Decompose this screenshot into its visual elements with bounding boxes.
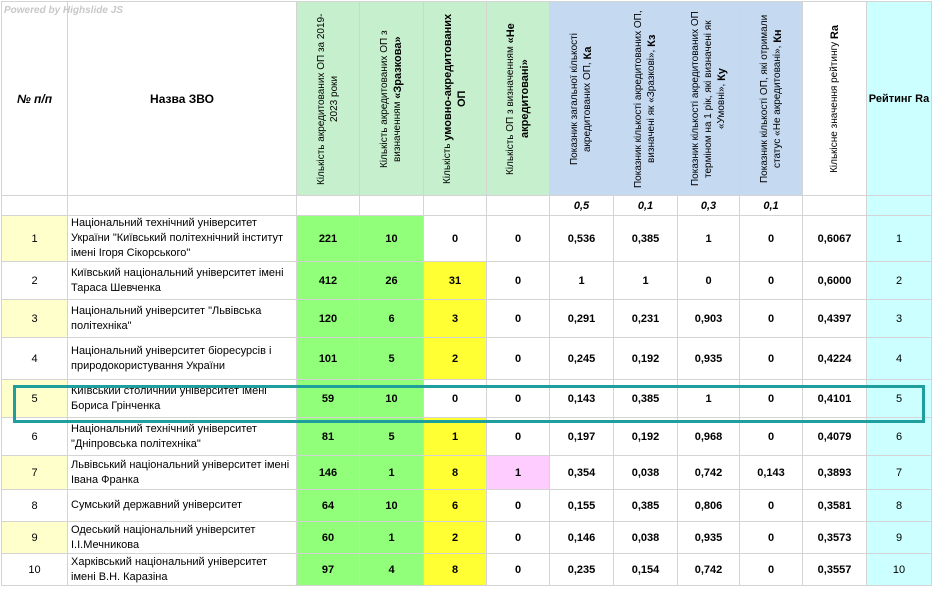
- row-number: 4: [2, 338, 68, 380]
- header-exemplary: Кількість акредитованих ОП з визначенням «Зразкова»: [360, 2, 424, 196]
- kn-value: 0: [740, 554, 803, 586]
- ka-value: 0,536: [550, 216, 614, 262]
- university-name: Одеський національний університет І.І.Мечникова: [68, 522, 297, 554]
- university-name: Національний технічний університет України "Київський політехнічний інститут імені Ігоря Сікорського": [68, 216, 297, 262]
- rank-value: 1: [867, 216, 932, 262]
- table-row: [2, 262, 932, 300]
- university-name: Львівський національний університет імені Івана Франка: [68, 456, 297, 490]
- kz-value: 0,038: [614, 456, 678, 490]
- conditional-count: 2: [424, 338, 487, 380]
- weight-ku: 0,3: [678, 196, 740, 216]
- header-accredited: Кількість акредитованих ОП за 2019-2023 роки: [297, 2, 360, 196]
- ra-value: 0,4101: [803, 380, 867, 418]
- row-number: 2: [2, 262, 68, 300]
- kn-value: 0: [740, 490, 803, 522]
- exemplary-count: 10: [360, 380, 424, 418]
- table-row: [2, 216, 932, 262]
- table-row: [2, 300, 932, 338]
- conditional-count: 1: [424, 418, 487, 456]
- kn-value: 0: [740, 262, 803, 300]
- header-kz: Показник кількості акредитованих ОП, визначені як «Зразкові», Кз: [614, 2, 678, 196]
- conditional-count: 6: [424, 490, 487, 522]
- ra-value: 0,3573: [803, 522, 867, 554]
- not-accredited-count: 0: [487, 522, 550, 554]
- conditional-count: 31: [424, 262, 487, 300]
- kn-value: 0,143: [740, 456, 803, 490]
- header-ku: Показник кількості акредитованих ОП терміном на 1 рік, які визначені як «Умовні», Ку: [678, 2, 740, 196]
- ra-value: 0,3893: [803, 456, 867, 490]
- not-accredited-count: 0: [487, 216, 550, 262]
- university-name: Національний університет "Львівська політехніка": [68, 300, 297, 338]
- conditional-count: 3: [424, 300, 487, 338]
- university-name: Київський столичний університет імені Бориса Грінченка: [68, 380, 297, 418]
- ku-value: 0,968: [678, 418, 740, 456]
- accredited-count: 59: [297, 380, 360, 418]
- weights-row: [2, 196, 932, 216]
- ka-value: 0,146: [550, 522, 614, 554]
- kz-value: 0,231: [614, 300, 678, 338]
- exemplary-count: 5: [360, 418, 424, 456]
- kn-value: 0: [740, 216, 803, 262]
- accredited-count: 81: [297, 418, 360, 456]
- header-row: [2, 2, 932, 196]
- row-number: 8: [2, 490, 68, 522]
- header-ra-value: Кількісне значення рейтингу Ra: [803, 2, 867, 196]
- exemplary-count: 6: [360, 300, 424, 338]
- kz-value: 0,385: [614, 490, 678, 522]
- exemplary-count: 10: [360, 490, 424, 522]
- accredited-count: 97: [297, 554, 360, 586]
- weight-kz: 0,1: [614, 196, 678, 216]
- not-accredited-count: 0: [487, 380, 550, 418]
- ka-value: 0,197: [550, 418, 614, 456]
- conditional-count: 8: [424, 456, 487, 490]
- kz-value: 0,385: [614, 216, 678, 262]
- ra-value: 0,4397: [803, 300, 867, 338]
- exemplary-count: 1: [360, 456, 424, 490]
- kz-value: 0,192: [614, 418, 678, 456]
- ra-value: 0,4224: [803, 338, 867, 380]
- conditional-count: 0: [424, 216, 487, 262]
- header-conditional: Кількість умовно-акредитованих ОП: [424, 2, 487, 196]
- row-number: 1: [2, 216, 68, 262]
- not-accredited-count: 0: [487, 418, 550, 456]
- rank-value: 3: [867, 300, 932, 338]
- row-number: 10: [2, 554, 68, 586]
- row-number: 5: [2, 380, 68, 418]
- table-body: [2, 216, 932, 586]
- accredited-count: 120: [297, 300, 360, 338]
- header-name: Назва ЗВО: [68, 2, 297, 196]
- table-row: [2, 380, 932, 418]
- exemplary-count: 1: [360, 522, 424, 554]
- header-not-accredited: Кількість ОП з визначенням «Не акредитовані»: [487, 2, 550, 196]
- not-accredited-count: 0: [487, 338, 550, 380]
- not-accredited-count: 0: [487, 262, 550, 300]
- exemplary-count: 4: [360, 554, 424, 586]
- not-accredited-count: 0: [487, 300, 550, 338]
- ku-value: 0,935: [678, 338, 740, 380]
- conditional-count: 8: [424, 554, 487, 586]
- ku-value: 1: [678, 380, 740, 418]
- header-num: № п/п: [2, 2, 68, 196]
- kn-value: 0: [740, 418, 803, 456]
- university-name: Харківський національний університет імені В.Н. Каразіна: [68, 554, 297, 586]
- ra-value: 0,6000: [803, 262, 867, 300]
- table-row: [2, 490, 932, 522]
- rating-table: [1, 1, 932, 586]
- table-row: [2, 456, 932, 490]
- table-row: [2, 554, 932, 586]
- table-row: [2, 418, 932, 456]
- accredited-count: 60: [297, 522, 360, 554]
- kz-value: 0,154: [614, 554, 678, 586]
- ku-value: 0,806: [678, 490, 740, 522]
- ku-value: 0,742: [678, 456, 740, 490]
- powered-by-label: Powered by Highslide JS: [4, 5, 123, 16]
- ra-value: 0,6067: [803, 216, 867, 262]
- kn-value: 0: [740, 380, 803, 418]
- rank-value: 8: [867, 490, 932, 522]
- row-number: 6: [2, 418, 68, 456]
- conditional-count: 2: [424, 522, 487, 554]
- ra-value: 0,3581: [803, 490, 867, 522]
- accredited-count: 101: [297, 338, 360, 380]
- accredited-count: 146: [297, 456, 360, 490]
- row-number: 9: [2, 522, 68, 554]
- rank-value: 5: [867, 380, 932, 418]
- ka-value: 1: [550, 262, 614, 300]
- ka-value: 0,245: [550, 338, 614, 380]
- ku-value: 0,903: [678, 300, 740, 338]
- table-row: [2, 338, 932, 380]
- header-ka: Показник загальної кількості акредитованих ОП, Ка: [550, 2, 614, 196]
- rank-value: 7: [867, 456, 932, 490]
- rank-value: 9: [867, 522, 932, 554]
- header-kn: Показник кількості ОП, які отримали статус «Не акредитовані», Кн: [740, 2, 803, 196]
- row-number: 7: [2, 456, 68, 490]
- accredited-count: 221: [297, 216, 360, 262]
- ka-value: 0,235: [550, 554, 614, 586]
- accredited-count: 64: [297, 490, 360, 522]
- ka-value: 0,155: [550, 490, 614, 522]
- conditional-count: 0: [424, 380, 487, 418]
- kn-value: 0: [740, 338, 803, 380]
- university-name: Національний університет біоресурсів і природокористування України: [68, 338, 297, 380]
- accredited-count: 412: [297, 262, 360, 300]
- university-name: Київський національний університет імені Тараса Шевченка: [68, 262, 297, 300]
- exemplary-count: 5: [360, 338, 424, 380]
- ra-value: 0,4079: [803, 418, 867, 456]
- ku-value: 0,742: [678, 554, 740, 586]
- kn-value: 0: [740, 522, 803, 554]
- not-accredited-count: 0: [487, 554, 550, 586]
- kz-value: 0,038: [614, 522, 678, 554]
- header-rating: Рейтинг Ra: [867, 2, 932, 196]
- ka-value: 0,354: [550, 456, 614, 490]
- ka-value: 0,143: [550, 380, 614, 418]
- rank-value: 10: [867, 554, 932, 586]
- rank-value: 2: [867, 262, 932, 300]
- kz-value: 1: [614, 262, 678, 300]
- exemplary-count: 26: [360, 262, 424, 300]
- kz-value: 0,192: [614, 338, 678, 380]
- ka-value: 0,291: [550, 300, 614, 338]
- row-number: 3: [2, 300, 68, 338]
- weight-kn: 0,1: [740, 196, 803, 216]
- exemplary-count: 10: [360, 216, 424, 262]
- university-name: Сумський державний університет: [68, 490, 297, 522]
- ku-value: 0,935: [678, 522, 740, 554]
- not-accredited-count: 1: [487, 456, 550, 490]
- not-accredited-count: 0: [487, 490, 550, 522]
- ku-value: 1: [678, 216, 740, 262]
- ku-value: 0: [678, 262, 740, 300]
- table-row: [2, 522, 932, 554]
- weight-ka: 0,5: [550, 196, 614, 216]
- ra-value: 0,3557: [803, 554, 867, 586]
- kn-value: 0: [740, 300, 803, 338]
- kz-value: 0,385: [614, 380, 678, 418]
- university-name: Національний технічний університет "Дніпровська політехніка": [68, 418, 297, 456]
- rank-value: 4: [867, 338, 932, 380]
- rank-value: 6: [867, 418, 932, 456]
